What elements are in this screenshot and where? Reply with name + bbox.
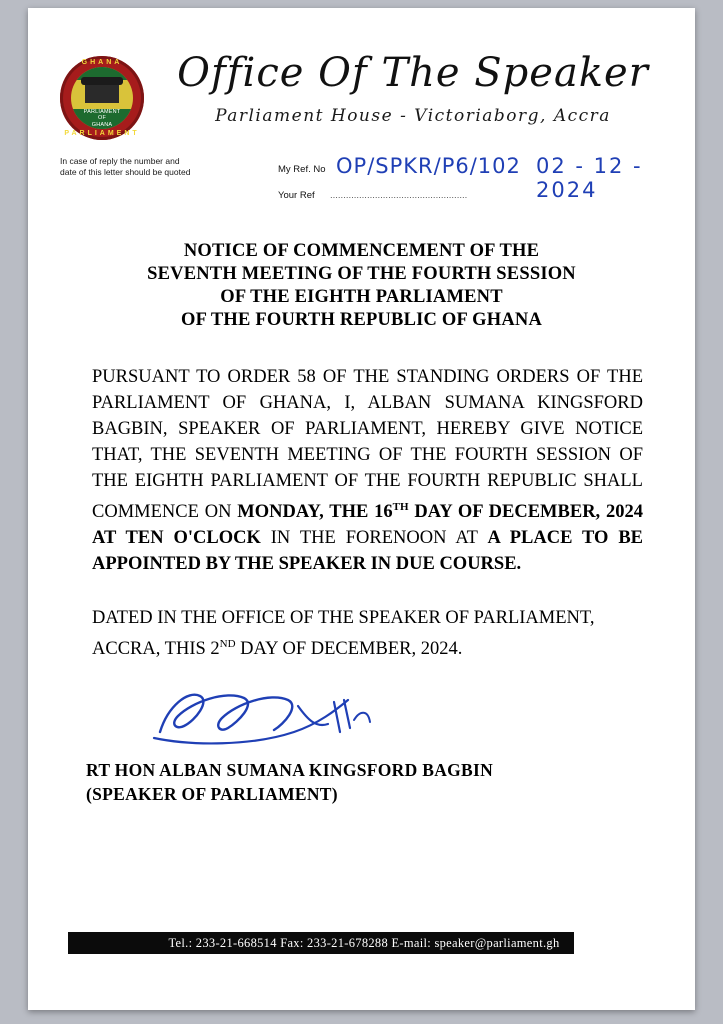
my-ref-value: OP/SPKR/P6/102 — [336, 154, 521, 178]
crest-label-line1: PARLIAMENT — [83, 108, 121, 115]
crest-arc-bottom: PARLIAMENT — [64, 130, 140, 137]
signer-office: (SPEAKER OF PARLIAMENT) — [86, 784, 338, 805]
signature-image — [148, 676, 408, 754]
notice-body — [92, 364, 643, 577]
your-ref-dots: .................................................... — [330, 190, 468, 201]
notice-title — [80, 240, 643, 332]
notice-title-line-3: OF THE EIGHTH PARLIAMENT — [220, 287, 503, 307]
notice-body-date-ordinal: TH — [392, 501, 409, 513]
reply-note: In case of reply the number and date of this letter should be quoted — [60, 156, 191, 177]
letterhead — [28, 8, 695, 202]
dated-line-2-b: DAY OF DECEMBER, 2024. — [235, 639, 463, 660]
notice-title-line-2: SEVENTH MEETING OF THE FOURTH SESSION — [147, 264, 576, 284]
document-page — [28, 8, 695, 1010]
notice-body-place: A PLACE TO BE APPOINTED BY THE SPEAKER IN DUE COURSE. — [92, 528, 643, 575]
crest-label-line2: OF — [97, 115, 107, 121]
notice-body-date-a: MONDAY, THE 16 — [237, 502, 393, 523]
letter-date-value: 02 - 12 - 2024 — [536, 154, 643, 202]
signer-block — [86, 758, 643, 806]
footer-contact-text: Tel.: 233-21-668514 Fax: 233-21-678288 E-mail: speaker@parliament.gh — [168, 935, 560, 950]
my-ref-label: My Ref. No — [278, 164, 326, 175]
dated-line-2-a: ACCRA, THIS 2 — [92, 639, 220, 660]
crest-arc-text — [60, 56, 144, 140]
ghana-parliament-crest-icon — [60, 56, 144, 140]
notice-body-part-1: PURSUANT TO ORDER 58 OF THE STANDING ORDERS OF THE PARLIAMENT OF GHANA, I, ALBAN SUMANA KINGSFORD BAGBIN, SPEAKER OF PARLIAMENT, HEREBY GIVE NOTICE THAT, THE SEVENTH MEETING OF THE FOURTH SESSION OF THE EIGHTH PARLIAMENT OF THE FOURTH REPUBLIC SHALL COMMENCE ON — [92, 367, 643, 523]
crest-arc-top: GHANA — [81, 59, 123, 66]
dated-line-2-ordinal: ND — [219, 638, 236, 651]
office-address: Parliament House - Victoriaborg, Accra — [215, 106, 611, 126]
your-ref-row — [278, 184, 668, 210]
crest-label-line3: GHANA — [91, 121, 113, 128]
notice-title-line-1: NOTICE OF COMMENCEMENT OF THE — [183, 241, 540, 261]
footer-bar-gap — [574, 932, 660, 954]
your-ref-label: Your Ref — [278, 190, 315, 201]
notice-title-line-4: OF THE FOURTH REPUBLIC OF GHANA — [180, 310, 542, 330]
footer-contact-bar — [68, 932, 660, 954]
dated-block — [92, 605, 643, 662]
notice-body-part-2: IN THE FORENOON AT — [260, 528, 488, 549]
signer-name: RT HON ALBAN SUMANA KINGSFORD BAGBIN — [86, 760, 494, 781]
notice-body-date-b: DAY OF DECEMBER, 2024 AT TEN O'CLOCK — [92, 502, 643, 549]
reference-block — [278, 154, 668, 210]
office-title: Office Of The Speaker — [177, 50, 649, 96]
dated-line-2 — [92, 631, 643, 662]
dated-line-1: DATED IN THE OFFICE OF THE SPEAKER OF PARLIAMENT, — [92, 608, 595, 629]
